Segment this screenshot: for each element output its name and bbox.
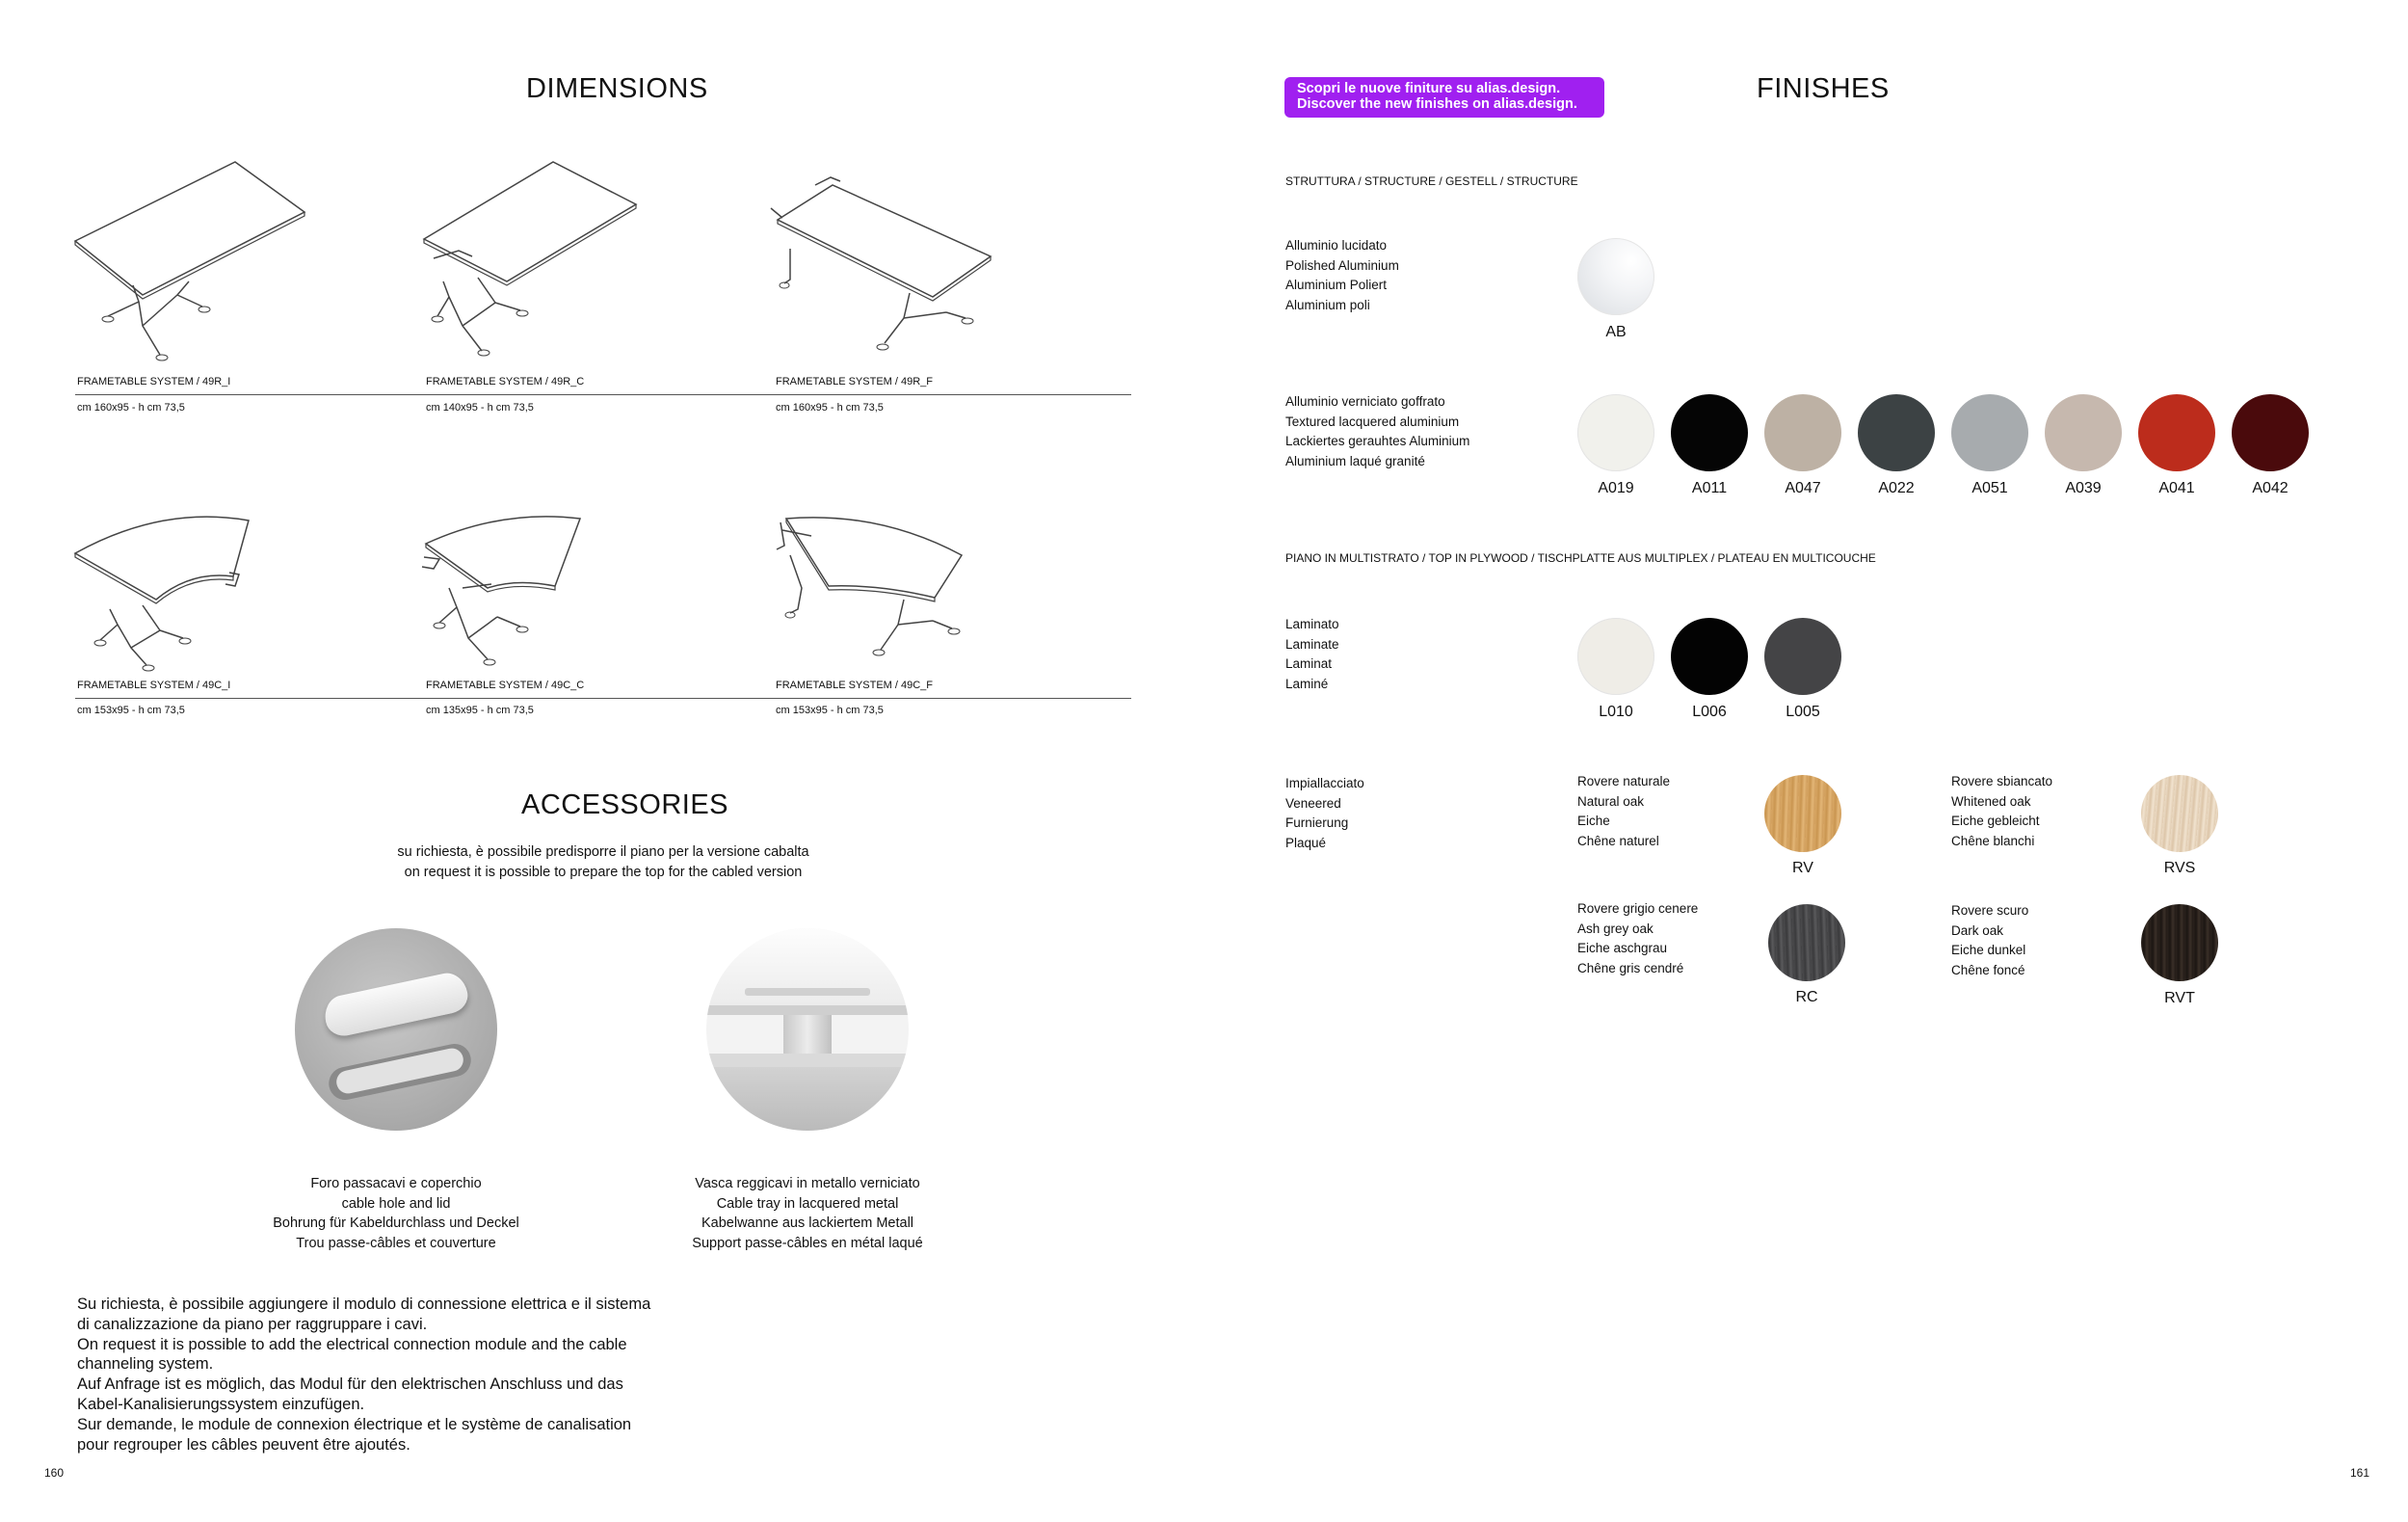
textured-aluminium-label: Alluminio verniciato goffrato Textured lacquered aluminium Lackiertes gerauhtes Aluminium Aluminium laqué granité [1285, 394, 1470, 468]
promo-banner[interactable]: Scopri le nuove finiture su alias.design. Discover the new finishes on alias.design. [1284, 77, 1604, 118]
swatch-a019 [1577, 394, 1654, 471]
table-drawing-49c-c [424, 517, 665, 681]
accessories-intro: su richiesta, è possibile predisporre il piano per la versione cabalta on request it is possible to prepare the top for the cabled version [397, 844, 809, 880]
swatch-code: A022 [1878, 480, 1915, 496]
wood-label-rv: Rovere naturale Natural oak Eiche Chêne naturel [1577, 774, 1671, 848]
table-name: FRAMETABLE SYSTEM / 49R_C [426, 376, 585, 387]
page-number-right: 161 [2350, 1466, 2370, 1480]
table-name: FRAMETABLE SYSTEM / 49C_C [426, 680, 585, 691]
swatch-code: A019 [1598, 480, 1634, 496]
swatch-rvt [2141, 904, 2218, 981]
swatch-rc [1768, 904, 1845, 981]
wood-label-rvt: Rovere scuro Dark oak Eiche dunkel Chêne foncé [1951, 903, 2029, 977]
table-size: cm 153x95 - h cm 73,5 [77, 705, 185, 716]
swatch-a051 [1951, 394, 2028, 471]
table-size: cm 160x95 - h cm 73,5 [776, 402, 884, 414]
swatch-code: L010 [1599, 704, 1633, 720]
table-name: FRAMETABLE SYSTEM / 49R_I [77, 376, 231, 387]
table-size: cm 160x95 - h cm 73,5 [77, 402, 185, 414]
swatch-l005 [1764, 618, 1841, 695]
swatch-code: AB [1605, 324, 1627, 340]
swatch-code: A011 [1691, 480, 1728, 496]
electrical-module-note: Su richiesta, è possibile aggiungere il modulo di connessione elettrica e il sistema di canalizzazione da piano per raggruppare i cavi. On request it is possible to add the electrical connection module and the cable channeling system. Auf Anfrage ist es möglich, das Modul für den elektrischen Anschluss und das Kabel-Kanalisierungssystem einzufügen. Sur demande, le module de connexion électrique et le système de canalisation pour regrouper les câbles peuvent être ajoutés. [77, 1295, 651, 1454]
swatch-code: L006 [1692, 704, 1727, 720]
swatch-a011 [1671, 394, 1748, 471]
swatch-a041 [2138, 394, 2215, 471]
accessory-caption-cable-hole: Foro passacavi e coperchio cable hole and lid Bohrung für Kabeldurchlass und Deckel Trou passe-câbles et couverture [273, 1176, 519, 1251]
swatch-a042 [2232, 394, 2309, 471]
table-name: FRAMETABLE SYSTEM / 49C_I [77, 680, 231, 691]
cable-tray-image [706, 928, 909, 1131]
swatch-code: A041 [2158, 480, 2195, 496]
swatch-a022 [1858, 394, 1935, 471]
swatch-code: A042 [2252, 480, 2289, 496]
swatch-code: A047 [1785, 480, 1821, 496]
swatch-code: RVT [2164, 990, 2195, 1006]
wood-label-rc: Rovere grigio cenere Ash grey oak Eiche aschgrau Chêne gris cendré [1577, 901, 1699, 975]
swatch-l006 [1671, 618, 1748, 695]
structure-heading: STRUTTURA / STRUCTURE / GESTELL / STRUCTURE [1285, 174, 1578, 188]
swatch-code: L005 [1786, 704, 1820, 720]
swatch-code: A039 [2065, 480, 2102, 496]
laminate-label: Laminato Laminate Laminat Laminé [1285, 617, 1339, 691]
table-drawing-49c-f [773, 517, 1014, 681]
divider [75, 394, 1131, 395]
swatch-a039 [2045, 394, 2122, 471]
swatch-code: RVS [2163, 860, 2196, 876]
divider [75, 698, 1131, 699]
table-drawing-49r-c [424, 162, 665, 364]
accessories-title: ACCESSORIES [521, 789, 728, 820]
swatch-code: RV [1792, 860, 1813, 876]
table-size: cm 153x95 - h cm 73,5 [776, 705, 884, 716]
finishes-title: FINISHES [1757, 73, 1890, 104]
accessory-caption-cable-tray: Vasca reggicavi in metallo verniciato Cable tray in lacquered metal Kabelwanne aus lackiertem Metall Support passe-câbles en métal laqué [692, 1176, 923, 1251]
table-name: FRAMETABLE SYSTEM / 49R_F [776, 376, 934, 387]
veneer-label: Impiallacciato Veneered Furnierung Plaqué [1285, 776, 1364, 850]
table-size: cm 140x95 - h cm 73,5 [426, 402, 534, 414]
top-heading: PIANO IN MULTISTRATO / TOP IN PLYWOOD / TISCHPLATTE AUS MULTIPLEX / PLATEAU EN MULTICOUCHE [1285, 551, 1876, 565]
polished-aluminium-label: Alluminio lucidato Polished Aluminium Aluminium Poliert Aluminium poli [1285, 238, 1399, 312]
swatch-ab [1577, 238, 1654, 315]
swatch-rv [1764, 775, 1841, 852]
swatch-l010 [1577, 618, 1654, 695]
wood-label-rvs: Rovere sbiancato Whitened oak Eiche gebleicht Chêne blanchi [1951, 774, 2053, 848]
dimensions-title: DIMENSIONS [526, 73, 708, 104]
table-name: FRAMETABLE SYSTEM / 49C_F [776, 680, 934, 691]
table-drawing-49r-f [773, 174, 1014, 366]
table-drawing-49r-i [75, 162, 316, 364]
table-size: cm 135x95 - h cm 73,5 [426, 705, 534, 716]
swatch-rvs [2141, 775, 2218, 852]
table-drawing-49c-i [75, 517, 316, 681]
page-number-left: 160 [44, 1466, 65, 1480]
cable-hole-image [295, 928, 497, 1131]
swatch-a047 [1764, 394, 1841, 471]
swatch-code: A051 [1971, 480, 2008, 496]
swatch-code: RC [1795, 989, 1818, 1005]
